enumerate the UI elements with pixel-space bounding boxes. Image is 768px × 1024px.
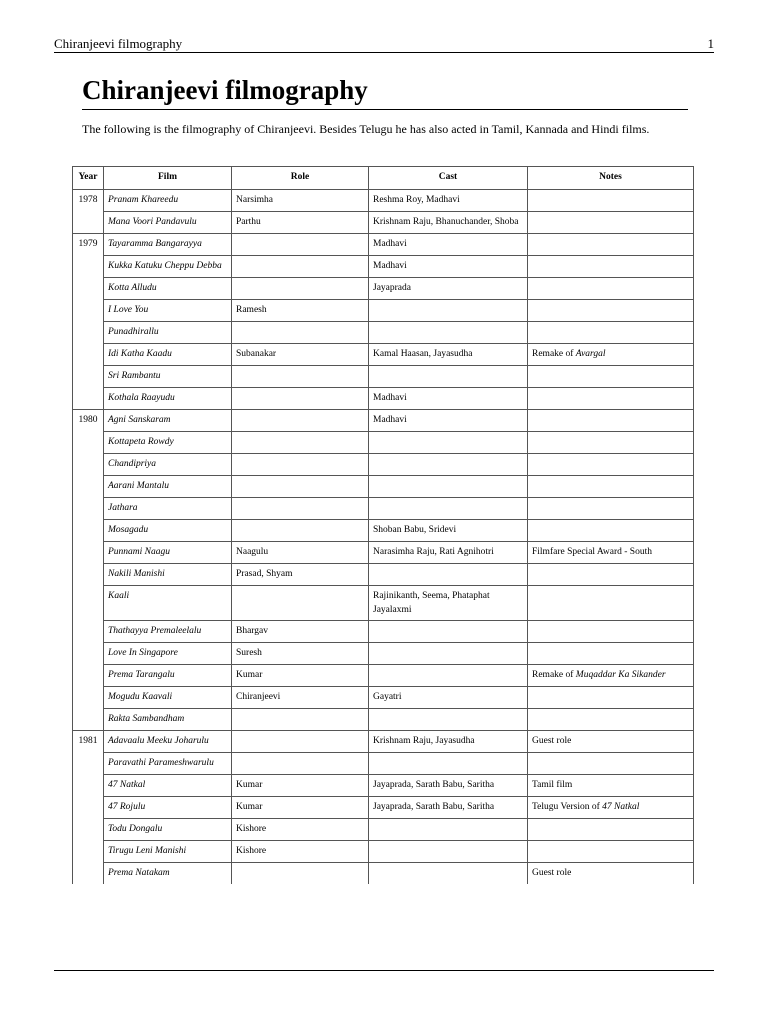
film-cell: Kotta Alludu [104,278,232,300]
cast-cell [369,366,528,388]
notes-cell [528,432,694,454]
table-row [73,432,694,454]
film-cell: Jathara [104,498,232,520]
cast-cell: Krishnam Raju, Bhanuchander, Shoba [369,212,528,234]
table-row [73,586,694,621]
year-cell: 1981 [73,731,104,753]
running-title: Chiranjeevi filmography [54,36,183,51]
notes-cell [528,564,694,586]
notes-cell [528,520,694,542]
year-cell [73,753,104,775]
role-cell: Bhargav [232,621,369,643]
notes-cell [528,212,694,234]
notes-cell: Filmfare Special Award - South [528,542,694,564]
notes-text: Remake of [532,670,576,680]
table-row [73,621,694,643]
table-row [73,300,694,322]
year-cell [73,432,104,454]
notes-film-title: 47 Natkal [602,802,640,812]
notes-cell: Tamil film [528,775,694,797]
role-cell: Prasad, Shyam [232,564,369,586]
notes-cell [528,621,694,643]
year-cell: 1980 [73,410,104,432]
cast-cell: Jayaprada, Sarath Babu, Saritha [369,775,528,797]
year-cell [73,542,104,564]
film-cell: 47 Natkal [104,775,232,797]
table-row [73,863,694,885]
year-cell [73,300,104,322]
notes-cell [528,753,694,775]
cast-cell [369,322,528,344]
intro-paragraph: The following is the filmography of Chiranjeevi. Besides Telugu he has also acted in Tamil, Kannada and Hindi films. [82,122,650,136]
table-row [73,212,694,234]
cast-cell [369,476,528,498]
role-cell [232,234,369,256]
table-body [73,190,694,885]
cast-cell: Jayaprada [369,278,528,300]
cast-cell [369,498,528,520]
film-cell: Love In Singapore [104,643,232,665]
table-row [73,256,694,278]
role-cell [232,476,369,498]
role-cell: Kishore [232,819,369,841]
table-row [73,709,694,731]
column-header-film: Film [104,167,232,190]
cast-cell: Krishnam Raju, Jayasudha [369,731,528,753]
film-cell: Todu Dongalu [104,819,232,841]
table-row [73,322,694,344]
table-row [73,819,694,841]
notes-cell [528,278,694,300]
year-cell [73,665,104,687]
film-cell: Chandipriya [104,454,232,476]
page-title: Chiranjeevi filmography [82,75,368,105]
table-row [73,520,694,542]
film-cell: Punadhirallu [104,322,232,344]
table-row [73,775,694,797]
cast-cell [369,819,528,841]
table-row [73,542,694,564]
table-row [73,190,694,212]
notes-cell [528,709,694,731]
cast-cell: Kamal Haasan, Jayasudha [369,344,528,366]
year-cell [73,366,104,388]
notes-cell [528,454,694,476]
cast-cell: Rajinikanth, Seema, Phataphat Jayalaxmi [369,586,528,621]
role-cell [232,863,369,885]
role-cell: Parthu [232,212,369,234]
year-cell [73,841,104,863]
film-cell: Mogudu Kaavali [104,687,232,709]
running-header [54,36,714,52]
cast-cell: Madhavi [369,410,528,432]
film-cell: Nakili Manishi [104,564,232,586]
cast-cell [369,709,528,731]
filmography-table [72,166,694,884]
role-cell: Kishore [232,841,369,863]
year-cell [73,256,104,278]
notes-cell [528,819,694,841]
table-row [73,665,694,687]
notes-film-title: Avargal [575,349,606,359]
column-header-role: Role [232,167,369,190]
cast-cell [369,863,528,885]
column-header-cast: Cast [369,167,528,190]
table-header-row [73,167,694,190]
role-cell: Suresh [232,643,369,665]
film-cell: Mosagadu [104,520,232,542]
notes-cell [528,665,694,687]
year-cell [73,863,104,885]
role-cell: Kumar [232,797,369,819]
table-row [73,454,694,476]
year-cell [73,586,104,621]
year-cell [73,819,104,841]
film-cell: Tirugu Leni Manishi [104,841,232,863]
role-cell [232,388,369,410]
page-number: 1 [707,36,714,51]
year-cell [73,797,104,819]
table-row [73,278,694,300]
table-row [73,476,694,498]
year-cell [73,322,104,344]
table-row [73,731,694,753]
role-cell [232,366,369,388]
cast-cell: Madhavi [369,388,528,410]
role-cell [232,256,369,278]
footer-rule [54,970,714,971]
role-cell [232,520,369,542]
film-cell: Tayaramma Bangarayya [104,234,232,256]
year-cell [73,709,104,731]
role-cell: Ramesh [232,300,369,322]
cast-cell: Narasimha Raju, Rati Agnihotri [369,542,528,564]
year-cell [73,278,104,300]
table-row [73,643,694,665]
role-cell [232,454,369,476]
year-cell [73,564,104,586]
notes-cell [528,643,694,665]
film-cell: Kukka Katuku Cheppu Debba [104,256,232,278]
notes-cell: Guest role [528,731,694,753]
year-cell [73,212,104,234]
notes-cell [528,300,694,322]
cast-cell [369,643,528,665]
film-cell: Idi Katha Kaadu [104,344,232,366]
film-cell: Thathayya Premaleelalu [104,621,232,643]
film-cell: Aarani Mantalu [104,476,232,498]
cast-cell: Madhavi [369,234,528,256]
year-cell: 1979 [73,234,104,256]
role-cell: Kumar [232,775,369,797]
cast-cell [369,753,528,775]
year-cell: 1978 [73,190,104,212]
notes-cell [528,410,694,432]
table-row [73,753,694,775]
notes-text: Remake of [532,349,576,359]
notes-cell [528,586,694,621]
role-cell [232,432,369,454]
film-cell: Pranam Khareedu [104,190,232,212]
cast-cell: Shoban Babu, Sridevi [369,520,528,542]
cast-cell [369,665,528,687]
role-cell [232,586,369,621]
notes-cell [528,366,694,388]
notes-cell [528,687,694,709]
cast-cell [369,841,528,863]
notes-cell [528,234,694,256]
title-rule [82,109,688,110]
role-cell: Subanakar [232,344,369,366]
cast-cell [369,432,528,454]
role-cell [232,498,369,520]
film-cell: Sri Rambantu [104,366,232,388]
table-row [73,388,694,410]
year-cell [73,520,104,542]
year-cell [73,388,104,410]
table-row [73,410,694,432]
year-cell [73,621,104,643]
role-cell [232,278,369,300]
notes-cell [528,256,694,278]
year-cell [73,476,104,498]
table-row [73,366,694,388]
film-cell: I Love You [104,300,232,322]
notes-cell [528,190,694,212]
cast-cell: Reshma Roy, Madhavi [369,190,528,212]
year-cell [73,454,104,476]
cast-cell: Gayatri [369,687,528,709]
film-cell: Paravathi Parameshwarulu [104,753,232,775]
table-row [73,234,694,256]
film-cell: Kottapeta Rowdy [104,432,232,454]
notes-cell [528,322,694,344]
notes-text: Telugu Version of [532,802,603,812]
year-cell [73,687,104,709]
table-row [73,797,694,819]
cast-cell: Madhavi [369,256,528,278]
column-header-notes: Notes [528,167,694,190]
film-cell: Kothala Raayudu [104,388,232,410]
film-cell: Prema Tarangalu [104,665,232,687]
notes-cell [528,797,694,819]
role-cell [232,410,369,432]
role-cell [232,731,369,753]
notes-cell [528,388,694,410]
notes-cell [528,498,694,520]
table-row [73,564,694,586]
film-cell: Punnami Naagu [104,542,232,564]
year-cell [73,498,104,520]
header-rule [54,52,714,53]
year-cell [73,344,104,366]
role-cell: Naagulu [232,542,369,564]
film-cell: Kaali [104,586,232,621]
role-cell [232,753,369,775]
notes-cell [528,476,694,498]
notes-cell: Guest role [528,863,694,885]
film-cell: Agni Sanskaram [104,410,232,432]
column-header-year: Year [73,167,104,190]
cast-cell [369,454,528,476]
role-cell [232,322,369,344]
film-cell: Mana Voori Pandavulu [104,212,232,234]
table-row [73,841,694,863]
cast-cell [369,621,528,643]
role-cell: Narsimha [232,190,369,212]
role-cell: Kumar [232,665,369,687]
film-cell: Rakta Sambandham [104,709,232,731]
year-cell [73,775,104,797]
role-cell: Chiranjeevi [232,687,369,709]
table-row [73,498,694,520]
film-cell: 47 Rojulu [104,797,232,819]
film-cell: Adavaalu Meeku Joharulu [104,731,232,753]
table-row [73,344,694,366]
cast-cell [369,564,528,586]
table-row [73,687,694,709]
role-cell [232,709,369,731]
year-cell [73,643,104,665]
film-cell: Prema Natakam [104,863,232,885]
notes-cell [528,841,694,863]
cast-cell: Jayaprada, Sarath Babu, Saritha [369,797,528,819]
cast-cell [369,300,528,322]
notes-film-title: Muqaddar Ka Sikander [575,670,666,680]
notes-cell [528,344,694,366]
